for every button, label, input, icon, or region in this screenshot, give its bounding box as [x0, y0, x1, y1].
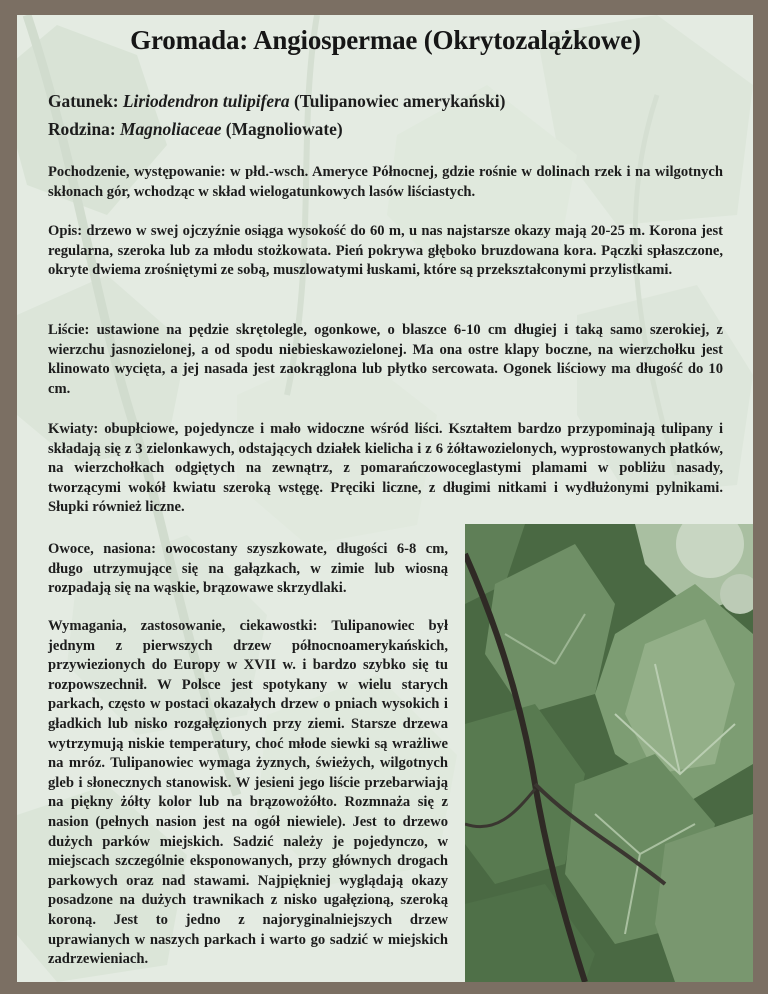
flowers-paragraph: Kwiaty: obupłciowe, pojedyncze i mało widoczne wśród liści. Kształtem bardzo przypominają tulipany i składają się z 3 zielonkawych, odstających działek kielicha i z 6 żółtawozielonych, wyprostowanych płatków, na wierzchołkach odgiętych na zewnątrz, z pomarańczowoceglastymi plamami w pobliżu nasady, tworzącymi wokół kwiatu szeroką wstęgę. Pręciki liczne, z długimi nitkami i wydłużonymi pylnikami. Słupki również liczne.	[48, 421, 723, 516]
requirements-paragraph: Wymagania, zastosowanie, ciekawostki: Tulipanowiec był jednym z pierwszych drzew północnoamerykańskich, przywiezionych do Europy w XVII w. i bardzo szybko się tu rozpowszechnił. W Polsce jest spotykany w wielu starych parkach, często w postaci okazałych drzew o pniach wysokich i gładkich lub nisko rozgałęzionych przy ziemi. Starsze drzewa wytrzymują niskie temperatury, choć młode siewki są wrażliwe na mróz. Tulipanowiec wymaga żyznych, świeżych, wilgotnych gleb i słonecznych stanowisk. W jesieni jego liście przebarwiają na piękny żółty kolor lub na brązowożółto. Rozmnaża się z nasion (pełnych nasion jest na ogół niewiele). Jest to drzewo dużych parków miejskich. Sadzić należy je pojedynczo, w miejscach szczególnie eksponowanych, przy głównych drogach parkowych oraz nad stawami. Najpiękniej wyglądają okazy posadzone na dużych trawnikach z nisko ugałęzioną, szeroką koroną. Jest to jedno z najoryginalniejszych drzew uprawianych w naszych parkach i warto go sadzić w miejskich zadrzewieniach.	[48, 618, 448, 968]
species-latin: Liriodendron tulipifera	[122, 91, 290, 111]
origin-paragraph: Pochodzenie, występowanie: w płd.-wsch. Ameryce Północnej, gdzie rośnie w dolinach rzek i na wilgotnych skłonach gór, wchodząc w skład wielogatunkowych lasów liściastych.	[48, 164, 723, 200]
poster-sheet	[17, 15, 753, 982]
family-line	[48, 119, 343, 140]
tulip-tree-leaves-photo	[465, 524, 753, 982]
leaves-paragraph: Liście: ustawione na pędzie skrętolegle, ogonkowe, o blaszce 6-10 cm długiej i taką samo szerokiej, z wierzchu jasnozielonej, a od spodu niebieskawozielonej. Ma ona ostre klapy boczne, na wierzchołku jest klinowato wycięta, a jej nasada jest zaokrąglona lub płytko sercowata. Ogonek liściowy ma długość do 10 cm.	[48, 322, 723, 397]
family-label: Rodzina:	[48, 119, 116, 139]
family-latin: Magnoliaceae	[120, 119, 222, 139]
species-line	[48, 91, 505, 112]
page-title: Gromada: Angiospermae (Okrytozalążkowe)	[130, 25, 641, 55]
fruits-paragraph: Owoce, nasiona: owocostany szyszkowate, długości 6-8 cm, długo utrzymujące się na gałązkach, w zimie lub wiosną rozpadają się na wąskie, brązowawe skrzydlaki.	[48, 541, 448, 597]
description-paragraph: Opis: drzewo w swej ojczyźnie osiąga wysokość do 60 m, u nas najstarsze okazy mają 20-25 m. Korona jest regularna, szeroka lub za młodu stożkowata. Pień pokrywa głęboko bruzdowana kora. Pączki spłaszczone, okryte dwiema zrośniętymi ze sobą, muszlowatymi łuskami, które są przekształconymi przylistkami.	[48, 223, 723, 279]
species-label: Gatunek:	[48, 91, 119, 111]
family-common: (Magnoliowate)	[225, 119, 343, 139]
species-common: (Tulipanowiec amerykański)	[293, 91, 506, 111]
